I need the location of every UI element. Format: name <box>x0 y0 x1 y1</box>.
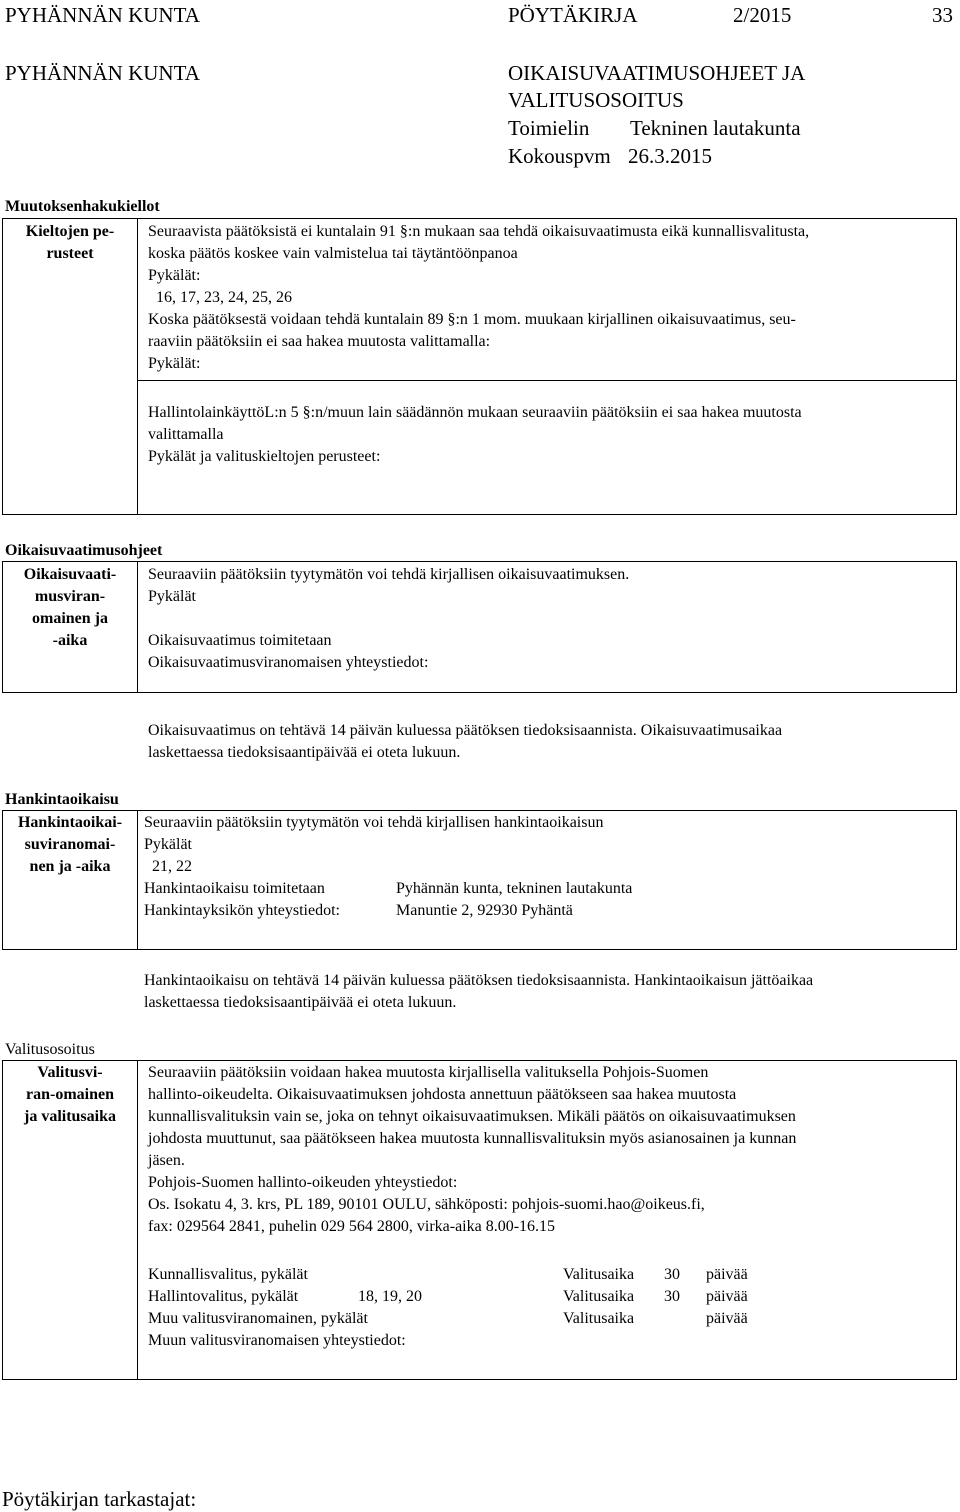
document-title-line1: OIKAISUVAATIMUSOHJEET JA <box>508 61 806 85</box>
body-label: Toimielin <box>508 116 590 140</box>
appeal-bans-admin-text: HallintolainkäyttöL:n 5 §:n/muun lain säädännön mukaan seuraaviin päätöksiin ei saa hakea muutosta valittamalla Pykälät ja valituskieltojen perusteet: <box>148 404 802 465</box>
appeal-row-2-period: Valitusaika <box>563 1288 635 1305</box>
municipality-name-secondary: PYHÄNNÄN KUNTA <box>5 61 200 85</box>
municipality-name: PYHÄNNÄN KUNTA <box>5 3 200 27</box>
procurement-text: Seuraaviin päätöksiin tyytymätön voi tehdä kirjallisen hankintaoikaisun Pykälät 21, 22 <box>144 814 604 875</box>
appeal-row-1-period: Valitusaika <box>563 1266 635 1283</box>
procurement-contact-label: Hankintayksikön yhteystiedot: <box>144 902 340 919</box>
appeal-bans-label: Kieltojen pe- rusteet <box>25 223 115 262</box>
appeal-row-3-unit: päivää <box>706 1310 748 1327</box>
section-heading-appeal-instructions: Valitusosoitus <box>5 1041 95 1058</box>
body-value: Tekninen lautakunta <box>630 116 801 140</box>
appeal-row-2-label: Hallintovalitus, pykälät <box>148 1288 299 1305</box>
page-number: 33 <box>932 3 953 27</box>
procurement-deadline-text: Hankintaoikaisu on tehtävä 14 päivän kuluessa päätöksen tiedoksisaannista. Hankintaoikaisun jättöaikaa laskettaessa tiedoksisaantipäivää ei oteta lukuun. <box>144 972 814 1011</box>
procurement-deliver-value: Pyhännän kunta, tekninen lautakunta <box>396 880 633 897</box>
procurement-divider <box>137 810 138 950</box>
appeal-instructions-text: Seuraaviin päätöksiin voidaan hakea muutosta kirjallisella valituksella Pohjois-Suomen hallinto-oikeudelta. Oikaisuvaatimuksen johdosta annettuun päätökseen saa hakea muutosta kunnallisvalituksin vain se, joka on tehnyt oikaisuvaatimuksen. Mikäli päätös on oikaisuvaatimuksen johdosta muuttunut, saa päätökseen hakea muutosta kunnallisvalituksin myös asianosainen ja kunnan jäsen. Pohjois-Suomen hallinto-oikeuden yhteystiedot: Os. Isokatu 4, 3. krs, PL 189, 90101 OULU, sähköposti: pohjois-suomi.hao@oikeus.fi, fax: 029564 2841, puhelin 029 564 2800, virka-aika 8.00-16.15 <box>148 1064 797 1235</box>
rectification-text: Seuraaviin päätöksiin tyytymätön voi tehdä kirjallisen oikaisuvaatimuksen. Pykälät Oikaisuvaatimus toimitetaan Oikaisuvaatimusviranomaisen yhteystiedot: <box>148 566 630 671</box>
appeal-bans-divider <box>137 218 138 515</box>
appeal-row-3-period: Valitusaika <box>563 1310 635 1327</box>
appeal-row-1-label: Kunnallisvalitus, pykälät <box>148 1266 308 1283</box>
section-heading-appeal-bans: Muutoksenhakukiellot <box>5 198 160 215</box>
other-authority-contact: Muun valitusviranomaisen yhteystiedot: <box>148 1332 406 1349</box>
appeal-row-3-label: Muu valitusviranomainen, pykälät <box>148 1310 368 1327</box>
meeting-date-value: 26.3.2015 <box>628 144 712 168</box>
appeal-row-2-unit: päivää <box>706 1288 748 1305</box>
section-heading-procurement: Hankintaoikaisu <box>5 791 119 808</box>
procurement-contact-value: Manuntie 2, 92930 Pyhäntä <box>396 902 573 919</box>
appeal-row-1-days: 30 <box>664 1266 680 1283</box>
appeal-row-1-unit: päivää <box>706 1266 748 1283</box>
procurement-deliver-label: Hankintaoikaisu toimitetaan <box>144 880 325 897</box>
appeal-row-2-days: 30 <box>664 1288 680 1305</box>
rectification-deadline-text: Oikaisuvaatimus on tehtävä 14 päivän kuluessa päätöksen tiedoksisaannista. Oikaisuvaatimusaikaa laskettaessa tiedoksisaantipäivää ei oteta lukuun. <box>148 722 783 761</box>
procurement-label: Hankintaoikai- suviranomai- nen ja -aika <box>17 814 123 875</box>
appeal-bans-separator <box>137 380 957 381</box>
appeal-bans-text: Seuraavista päätöksistä ei kuntalain 91 §:n mukaan saa tehdä oikaisuvaatimusta eikä kunnallisvalitusta, koska päätös koskee vain valmistelua tai täytäntöönpanoa Pykälät: 16, 17, 23, 24, 25, 26 Koska päätöksestä voidaan tehdä kuntalain 89 §:n 1 mom. muukaan kirjallinen oikaisuvaatimus, seu- raaviin päätöksiin ei saa hakea muutosta valittamalla: Pykälät: <box>148 223 810 372</box>
document-number: 2/2015 <box>733 3 792 27</box>
rectification-divider <box>137 561 138 693</box>
document-title-line2: VALITUSOSOITUS <box>508 88 684 112</box>
meeting-date-label: Kokouspvm <box>508 144 611 168</box>
appeal-instructions-divider <box>137 1060 138 1380</box>
rectification-label: Oikaisuvaati- musviran- omainen ja -aika <box>23 566 117 649</box>
minutes-reviewers-label: Pöytäkirjan tarkastajat: <box>2 1487 197 1511</box>
section-heading-rectification: Oikaisuvaatimusohjeet <box>5 542 163 559</box>
appeal-instructions-label: Valitusvi- ran-omainen ja valitusaika <box>23 1064 116 1125</box>
document-type: PÖYTÄKIRJA <box>508 3 638 27</box>
appeal-row-2-sections: 18, 19, 20 <box>358 1288 422 1305</box>
